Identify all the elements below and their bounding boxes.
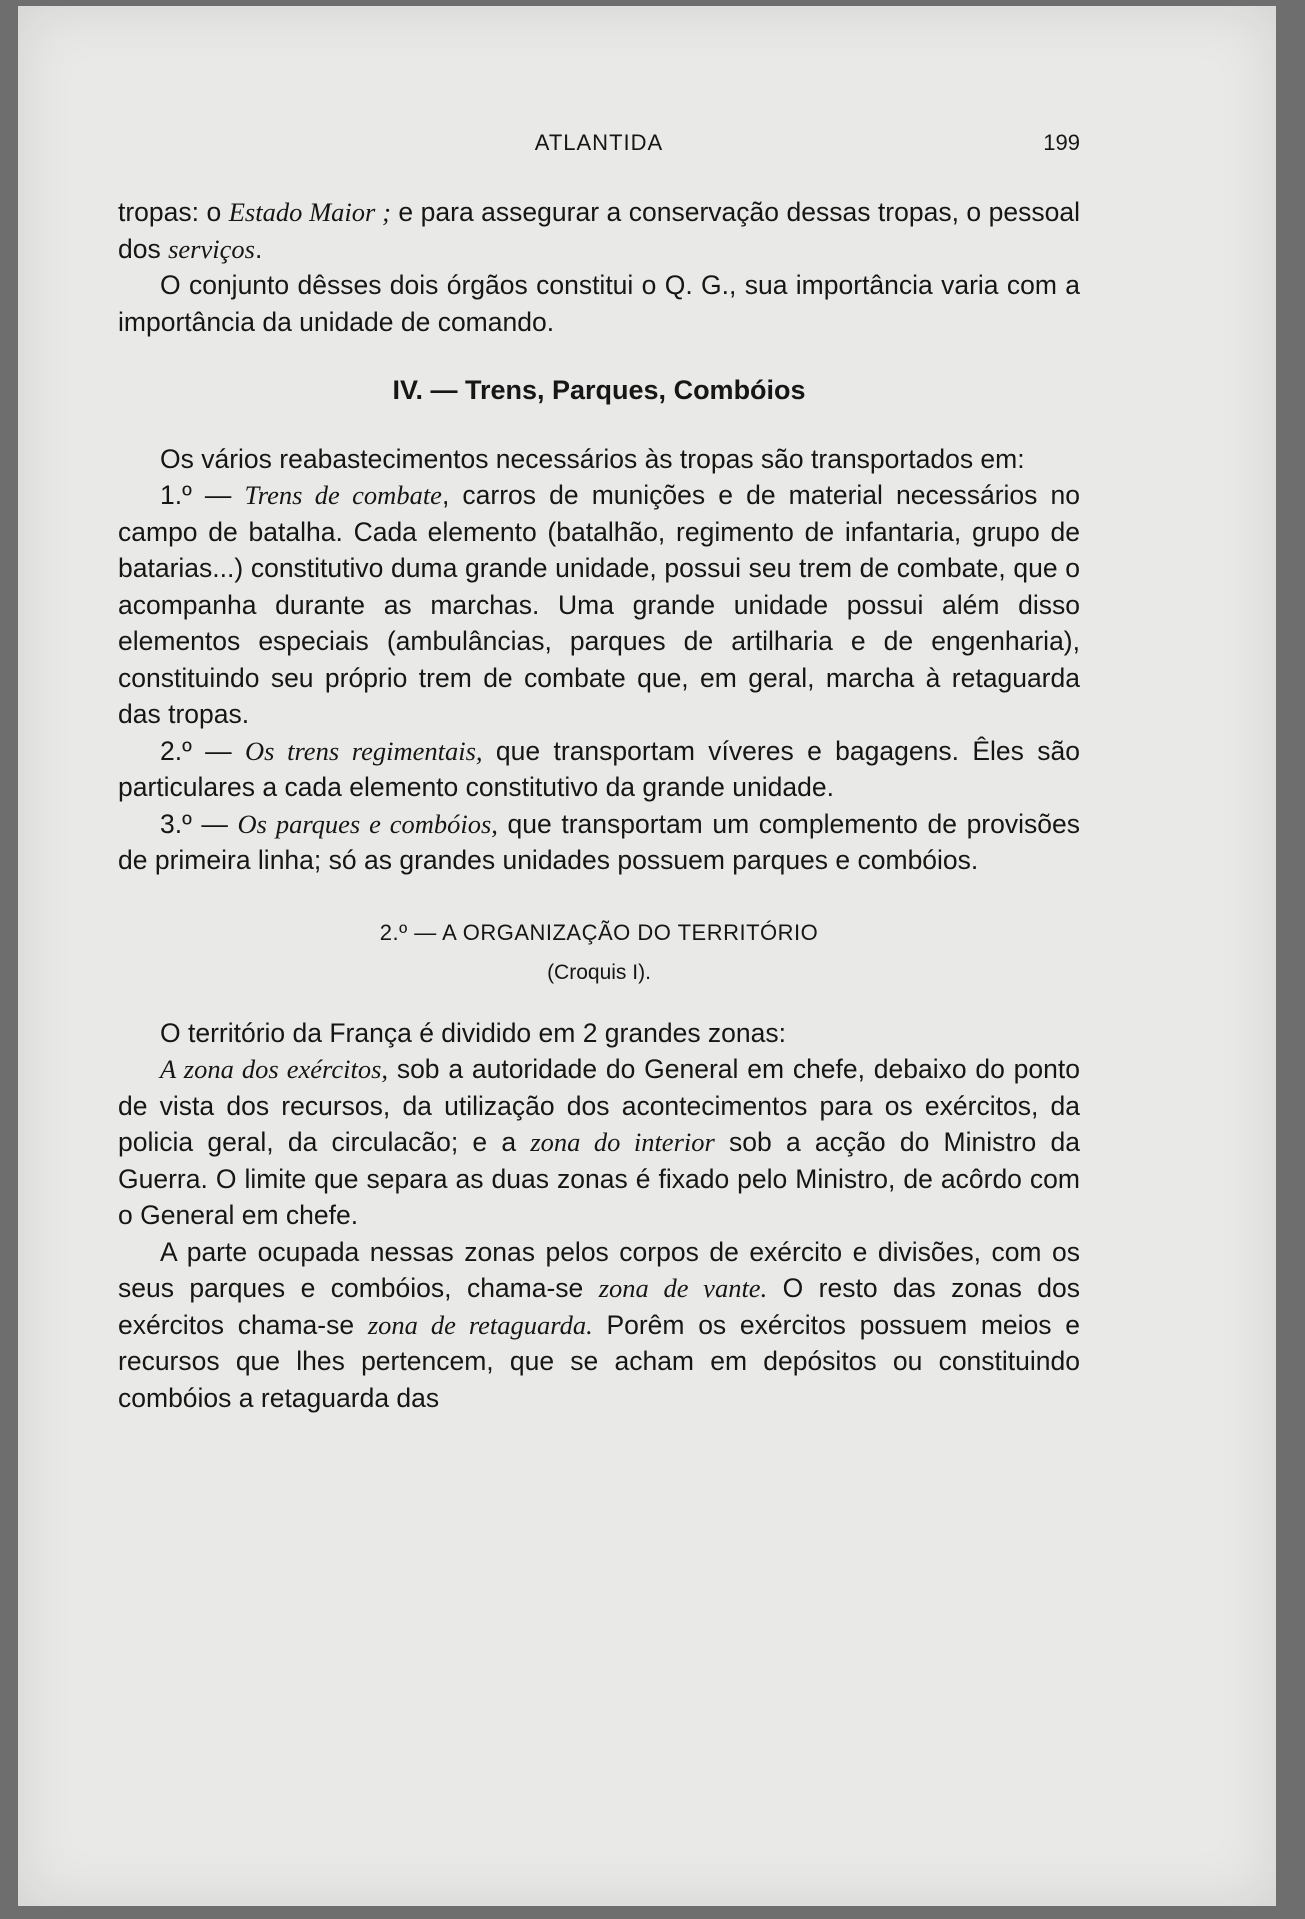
page-header	[118, 130, 1080, 164]
book-page	[18, 6, 1276, 1906]
paragraph-3: Os vários reabastecimentos necessários às tropas são transportados em:	[160, 443, 1025, 474]
paragraph-1: tropas: o Estado Maior ; e para assegurar a conservação dessas tropas, o pessoal dos serviços.	[118, 197, 1080, 264]
page-number: 199	[1043, 130, 1080, 155]
paragraph-7: O território da França é dividido em 2 grandes zonas:	[160, 1017, 787, 1048]
paragraph-8: A zona dos exércitos, sob a autoridade do General em chefe, debaixo do ponto de vista dos recursos, da utilização dos acontecimentos para os exércitos, da policia geral, da circulacão; e a zona do interior sob a acção do Ministro da Guerra. O limite que separa as duas zonas é fixado pelo Ministro, de acôrdo com o General em chefe.	[118, 1054, 1080, 1230]
chapter-heading: 2.º — A ORGANIZAÇÃO DO TERRITÓRIO	[379, 919, 819, 945]
paragraph-2: O conjunto dêsses dois órgãos constitui o Q. G., sua importância varia com a importância da unidade de comando.	[118, 270, 1080, 337]
section-heading-iv: IV. — Trens, Parques, Combóios	[392, 375, 806, 405]
body-text	[118, 194, 1080, 1416]
paragraph-9: A parte ocupada nessas zonas pelos corpos de exército e divisões, com os seus parques e combóios, chama-se zona de vante. O resto das zonas dos exércitos chama-se zona de retaguarda. Porêm os exércitos possuem meios e recursos que lhes pertencem, que se acham em depósitos ou constituindo combóios a retaguarda das	[118, 1236, 1081, 1413]
list-item-3: 3.º — Os parques e combóios, que transportam um complemento de provisões de primeira linha; só as grandes unidades possuem parques e combóios.	[118, 808, 1080, 875]
chapter-subheading: (Croquis I).	[547, 960, 651, 984]
list-item-2: 2.º — Os trens regimentais, que transportam víveres e bagagens. Êles são particulares a cada elemento constitutivo da grande unidade.	[118, 735, 1080, 802]
running-title: ATLANTIDA	[534, 130, 664, 155]
list-item-1: 1.º — Trens de combate, carros de munições e de material necessários no campo de batalha. Cada elemento (batalhão, regimento de infantaria, grupo de batarias...) constitutivo duma grande unidade, possui seu trem de combate, que o acompanha durante as marchas. Uma grande unidade possui além disso elementos especiais (ambulâncias, parques de artilharia e de engenharia), constituindo seu próprio trem de combate que, em geral, marcha à retaguarda das tropas.	[118, 480, 1081, 729]
